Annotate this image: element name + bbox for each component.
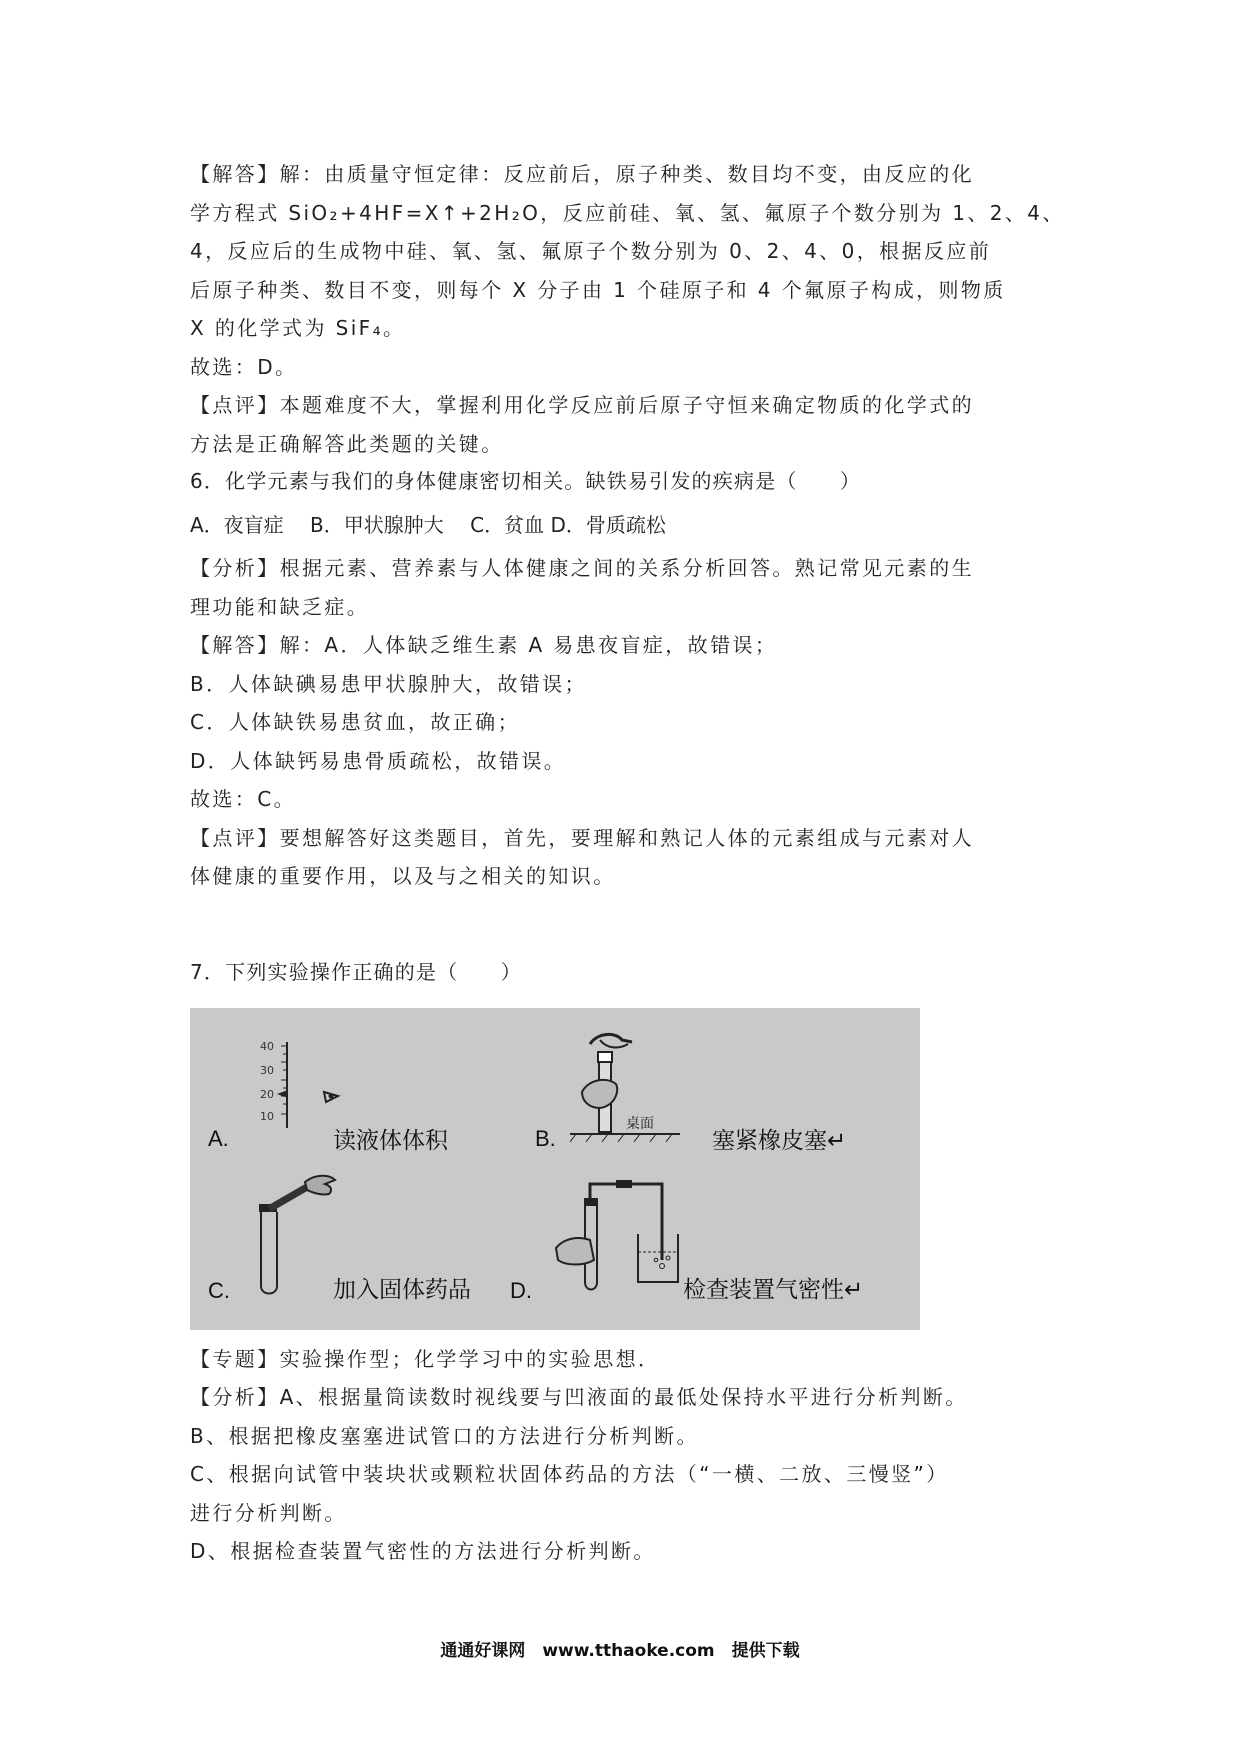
- option-a-letter: A.: [208, 1125, 229, 1151]
- text-line: B．人体缺碘易患甲状腺肿大，故错误；: [190, 671, 587, 696]
- text-line: B、根据把橡皮塞塞进试管口的方法进行分析判断。: [190, 1423, 699, 1448]
- question-6-stem: 6．化学元素与我们的身体健康密切相关。缺铁易引发的疾病是（ ）: [190, 469, 862, 493]
- text-line: 体健康的重要作用，以及与之相关的知识。: [190, 864, 616, 888]
- option-c-caption: 加入固体药品: [333, 1276, 471, 1303]
- option-b-caption: 塞紧橡皮塞↵: [712, 1127, 847, 1154]
- tick-label-10: 10: [260, 1109, 274, 1123]
- tick-label-20: 20: [260, 1087, 274, 1101]
- test-tube-stopper-illustration: [570, 1022, 680, 1152]
- text-line: 故选：C。: [190, 787, 296, 811]
- document-content: [190, 155, 1065, 1571]
- text-line: 理功能和缺乏症。: [190, 594, 370, 619]
- option-a-caption: 读液体体积: [333, 1127, 448, 1154]
- text-line: 方法是正确解答此类题的关键。: [190, 431, 504, 456]
- text-line: 【点评】本题难度不大，掌握利用化学反应前后原子守恒来确定物质的化学式的: [190, 393, 974, 417]
- text-line: 【专题】实验操作型；化学学习中的实验思想．: [190, 1346, 661, 1371]
- answer-q5-section: [190, 155, 1065, 463]
- text-line: C．人体缺铁易患贫血，故正确；: [190, 710, 520, 734]
- question-6-section: [190, 463, 1060, 896]
- text-line: 【点评】要想解答好这类题目，首先，要理解和熟记人体的元素组成与元素对人: [190, 825, 974, 850]
- question-7-stem: 7．下列实验操作正确的是（ ）: [190, 959, 522, 984]
- section-gap: [190, 896, 1060, 954]
- eye-icon: [322, 1086, 344, 1106]
- text-line: 故选：D。: [190, 354, 298, 379]
- add-solid-reagent-illustration: [245, 1168, 345, 1298]
- text-line: 【解答】解：由质量守恒定律：反应前后，原子种类、数目均不变，由反应的化: [190, 162, 974, 186]
- text-line: 进行分析判断。: [190, 1500, 347, 1525]
- airtightness-check-illustration: [550, 1168, 690, 1298]
- text-line: 【分析】A、根据量筒读数时视线要与凹液面的最低处保持水平进行分析判断。: [190, 1385, 968, 1409]
- text-line: 【解答】解：A．人体缺乏维生素 A 易患夜盲症，故错误；: [190, 633, 778, 657]
- option-b-letter: B.: [535, 1125, 556, 1151]
- tick-label-30: 30: [260, 1063, 274, 1077]
- text-line: D、根据检查装置气密性的方法进行分析判断。: [190, 1539, 656, 1563]
- page-footer: 通通好课网 www.tthaoke.com 提供下载: [440, 1641, 800, 1661]
- tick-label-40: 40: [260, 1039, 274, 1053]
- question-6-options: A．夜盲症 B．甲状腺肿大 C．贫血 D．骨质疏松: [190, 513, 666, 537]
- lab-operations-figure: [190, 1008, 920, 1330]
- text-line: X 的化学式为 SiF₄。: [190, 316, 406, 340]
- option-c-letter: C.: [208, 1277, 230, 1303]
- question-7-section: [190, 954, 1060, 1571]
- text-line: 学方程式 SiO₂+4HF=X↑+2H₂O，反应前硅、氧、氢、氟原子个数分别为 1、2、4、: [190, 200, 1065, 225]
- option-d-letter: D.: [510, 1277, 532, 1303]
- desk-label: 桌面: [626, 1115, 654, 1132]
- option-d-caption: 检查装置气密性↵: [683, 1276, 864, 1303]
- text-line: 4，反应后的生成物中硅、氧、氢、氟原子个数分别为 0、2、4、0，根据反应前: [190, 239, 992, 263]
- text-line: 【分析】根据元素、营养素与人体健康之间的关系分析回答。熟记常见元素的生: [190, 556, 974, 580]
- text-line: D．人体缺钙易患骨质疏松，故错误。: [190, 748, 567, 773]
- text-line: C、根据向试管中装块状或颗粒状固体药品的方法（“一横、二放、三慢竖”）: [190, 1462, 949, 1486]
- text-line: 后原子种类、数目不变，则每个 X 分子由 1 个硅原子和 4 个氟原子构成，则物质: [190, 277, 1006, 302]
